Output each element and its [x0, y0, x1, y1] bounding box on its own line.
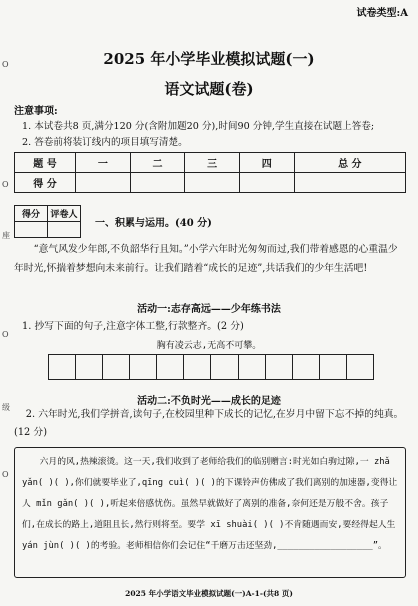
- exam-title: 2025 年小学毕业模拟试题(一): [103, 50, 315, 68]
- score-row-label: 得 分: [15, 173, 76, 193]
- score-header-cell: 一: [76, 153, 131, 173]
- grader-name-label: 评卷人: [48, 206, 81, 222]
- grader-box: [14, 205, 81, 238]
- score-header-cell: 四: [239, 153, 294, 173]
- activity-title: 活动二:不负时光——成长的足迹: [137, 396, 281, 407]
- pinyin-passage[interactable]: 六月的风,热辣滚烫。这一天,我们收到了老师给我们的临别赠言:时光如白驹过隙,一 zhǎ yǎn( )( ),你们就要毕业了,qīng cuì( )( )的下课铃声仿佛成了我们离别的加速器,变得让人 mǐn gǎn( )( ),听起来倍感忧伤。虽然早就做好了离别的准备,奈何还是万般不舍。孩子们,在成长的路上,道阻且长,然行则将至。要学 xī shuài( )( )不肯随遇而安,要经得起人生 yán jùn( )( )的考验。老师相信你们会记住“千磨万击还坚劲,__________________”。: [22, 457, 398, 551]
- notice-heading: 注意事项:: [14, 106, 58, 117]
- score-header-cell: 二: [130, 153, 185, 173]
- grader-score-cell[interactable]: [15, 222, 48, 238]
- grader-name-cell[interactable]: [48, 222, 81, 238]
- score-table-score-row: [15, 173, 406, 193]
- score-table-header-row: [15, 153, 406, 173]
- model-sentence: 胸有凌云志,无高不可攀。: [156, 341, 262, 351]
- score-header-cell: 题 号: [15, 153, 76, 173]
- binding-mark: O: [2, 60, 9, 69]
- section-title: 一、积累与运用。(40 分): [95, 218, 212, 229]
- score-cell[interactable]: [130, 173, 185, 193]
- paper-type-label: 试卷类型:A: [356, 8, 408, 19]
- score-table: [14, 152, 406, 193]
- notice-item: 1. 本试卷共8 页,满分120 分(含附加题20 分),时间90 分钟,学生直接在试题上答卷;: [22, 121, 375, 132]
- binding-mark: O: [2, 470, 9, 479]
- score-header-cell: 总 分: [294, 153, 405, 173]
- score-cell[interactable]: [185, 173, 240, 193]
- notice-item: 2. 答卷前将装订线内的项目填写清楚。: [22, 137, 188, 148]
- score-cell[interactable]: [294, 173, 405, 193]
- binding-mark: O: [2, 180, 9, 189]
- page-footer: 2025 年小学语文毕业模拟试题(一)A-1-(共8 页): [125, 589, 293, 598]
- question-1: 1. 抄写下面的句子,注意字体工整,行款整齐。(2 分): [22, 321, 244, 332]
- score-cell[interactable]: [239, 173, 294, 193]
- binding-mark: O: [2, 330, 9, 339]
- activity-title: 活动一:志存高远——少年练书法: [137, 304, 281, 315]
- question-2: 2. 六年时光,我们学拼音,读句子,在校园里种下成长的记忆,在岁月中留下忘不掉的纯真。(12 分): [14, 409, 404, 438]
- binding-mark: 座: [2, 231, 10, 240]
- writing-grid[interactable]: [48, 354, 374, 380]
- intro-paragraph: “意气风发少年郎,不负韶华行且知。”小学六年时光匆匆而过,我们带着感恩的心重温少年时光,怀揣着梦想向未来前行。让我们踏着“成长的足迹”,共话我们的少年生活吧!: [14, 244, 398, 274]
- binding-mark: 级: [2, 403, 10, 412]
- grader-score-label: 得分: [15, 206, 48, 222]
- exam-subtitle: 语文试题(卷): [164, 80, 254, 98]
- score-header-cell: 三: [185, 153, 240, 173]
- score-cell[interactable]: [76, 173, 131, 193]
